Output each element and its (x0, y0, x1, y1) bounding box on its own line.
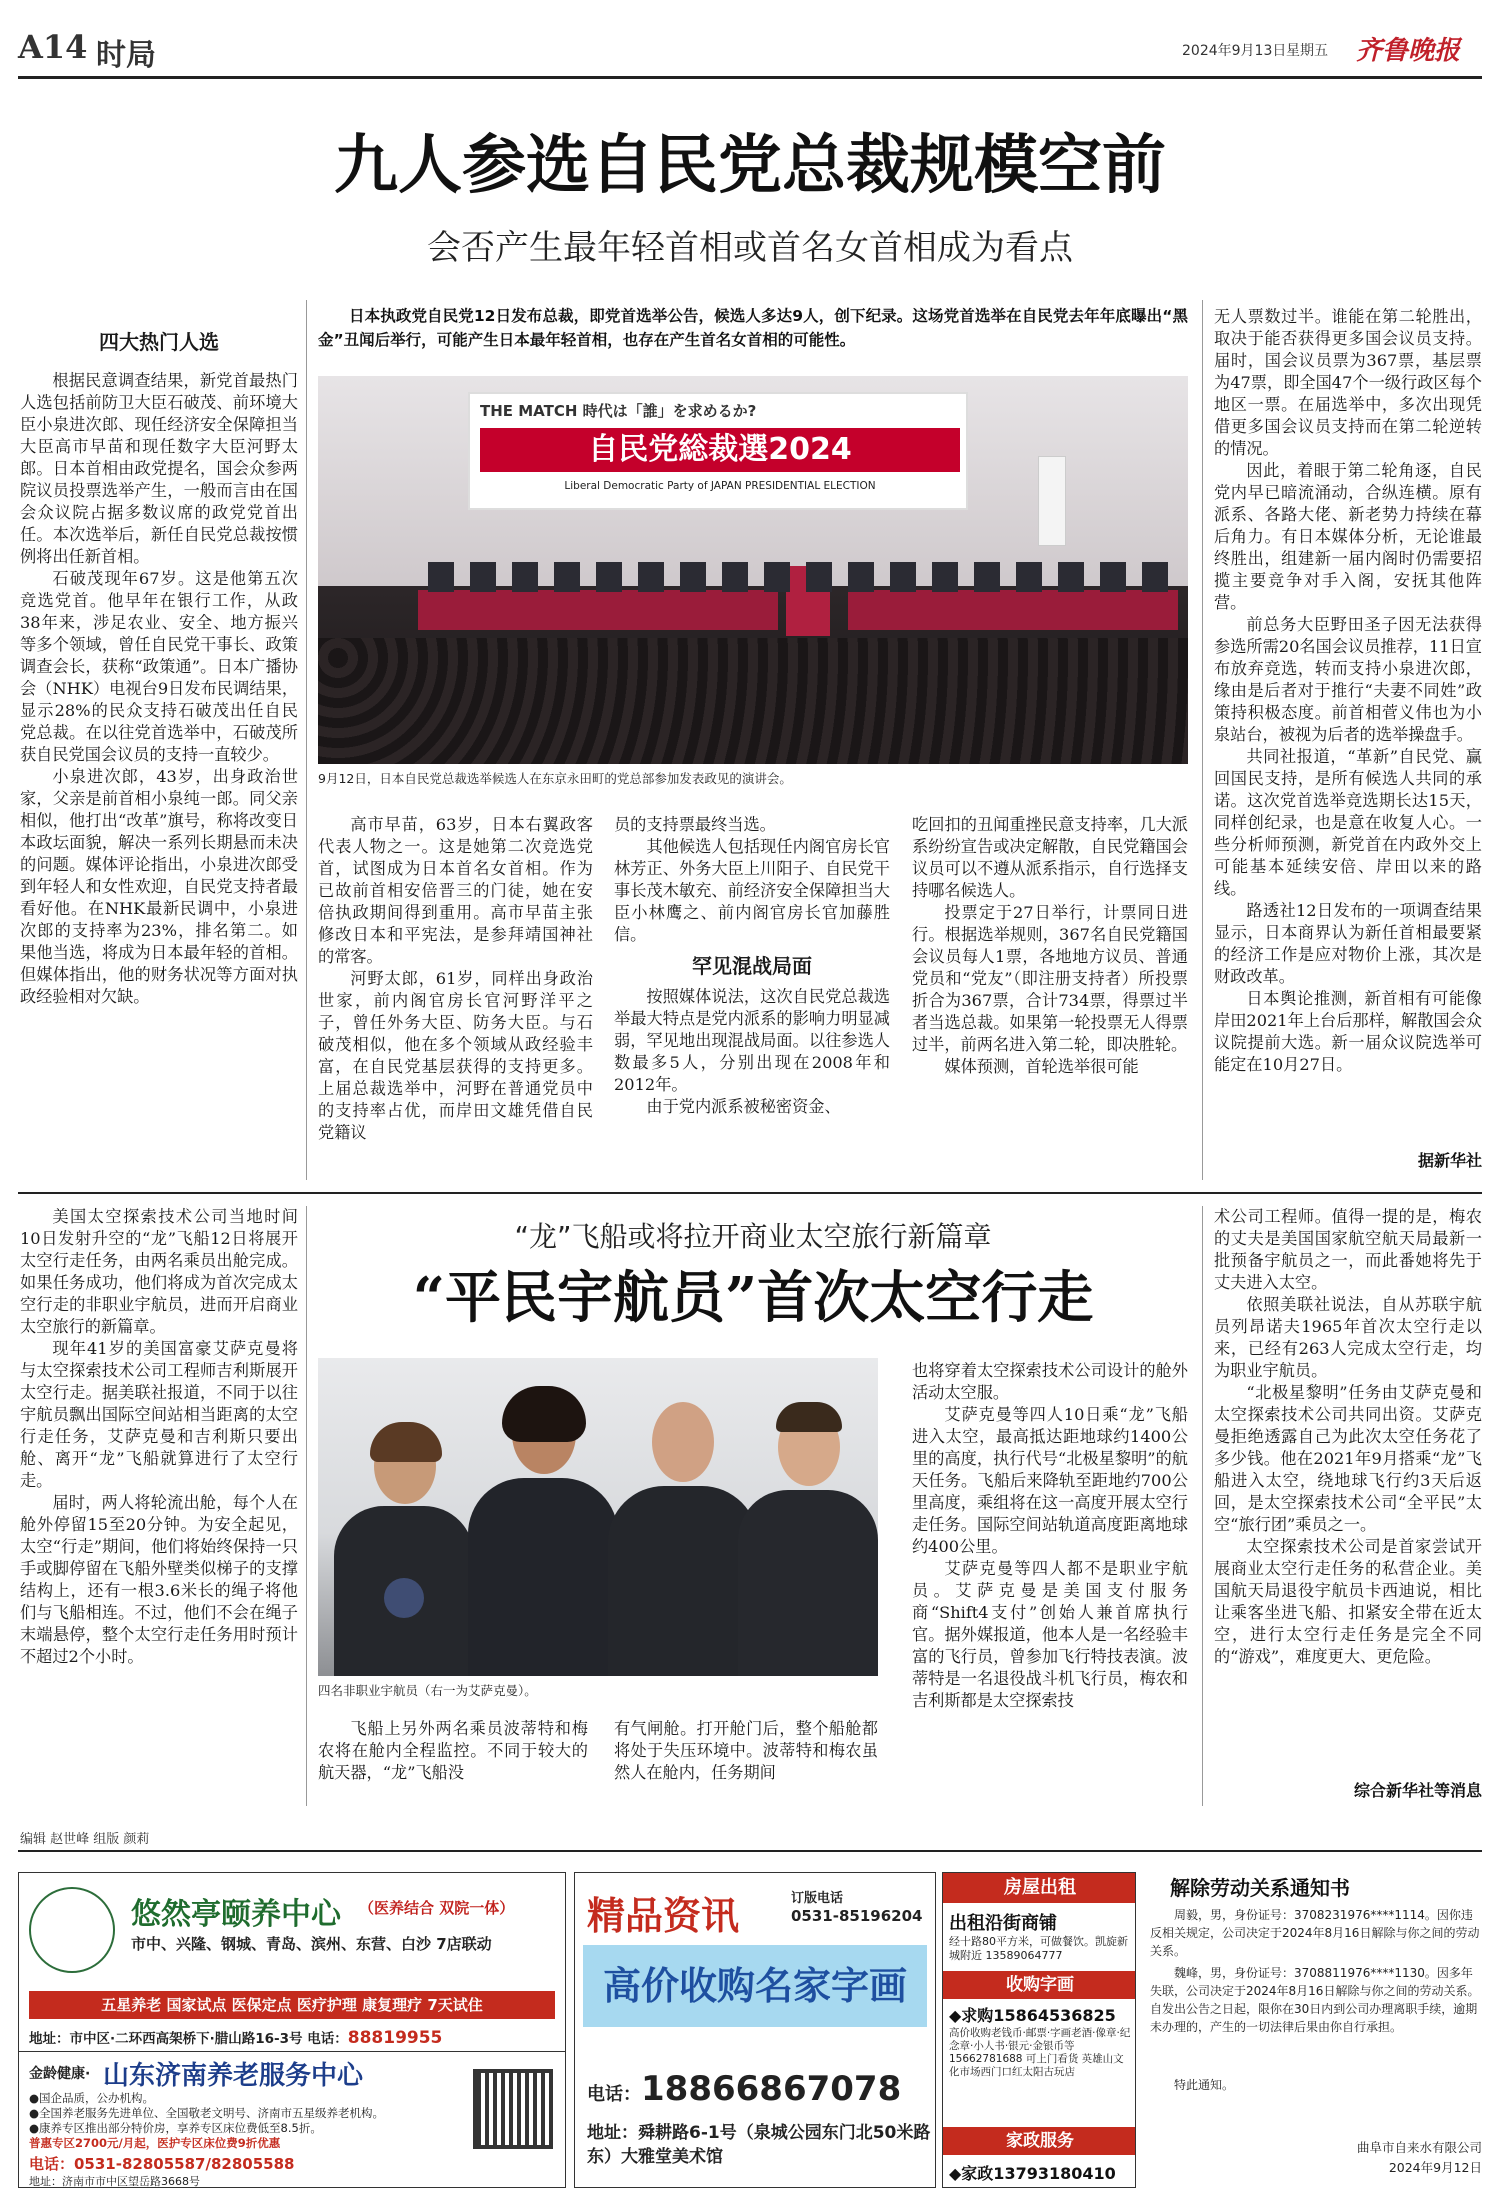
story-separator (18, 1192, 1482, 1194)
photo-caption-astronauts: 四名非职业宇航员（右一为艾萨克曼）。 (318, 1683, 537, 1698)
ad-b-tel: 18866867078 (641, 2069, 902, 2109)
paragraph: 路透社12日发布的一项调查结果显示，日本商界认为新任首相最要紧的经济工作是应对物价上涨，其次是财政改革。 (1214, 901, 1482, 986)
ad2-title: 山东济南养老服务中心 (103, 2061, 364, 2091)
paragraph: 吃回扣的丑闻重挫民意支持率，几大派系纷纷宣告或决定解散，自民党籍国会议员可以不遵从派系指示，自行选择支持哪名候选人。 (912, 815, 1188, 900)
astronaut-3 (608, 1402, 758, 1676)
ad1-divider (19, 2051, 566, 2052)
photo-caption-ldp: 9月12日，日本自民党总裁选举候选人在东京永田町的党总部参加发表政见的演讲会。 (318, 771, 792, 786)
ad2-line-1: ●国企品质，公办机构。 (29, 2091, 155, 2105)
paragraph: 媒体预测，首轮选举很可能 (944, 1057, 1139, 1076)
story1-lead: 日本执政党自民党12日发布总裁，即党首选举公告，候选人多达9人，创下纪录。这场党首选举在自民党去年年底曝出“黑金”丑闻后举行，可能产生日本最年轻首相，也存在产生首名女首相的可能性。 (318, 307, 1188, 349)
column-divider (306, 1206, 307, 1806)
story1-column-2 (318, 814, 593, 1174)
column-divider (1202, 1206, 1203, 1806)
paragraph: 根据民意调查结果，新党首最热门人选包括前防卫大臣石破茂、前环境大臣小泉进次郎、现任经济安全保障担当大臣高市早苗和现任数字大臣河野太郎。日本首相由政党提名，国会众参两院议员投票选举产生，一般而言由在国会众议院占据多数议席的政党党首出任。本次选举后，新任自民党总裁按惯例将出任新首相。 (20, 371, 298, 566)
story1-column-4 (912, 814, 1188, 1174)
news-photo-ldp-candidates (318, 376, 1188, 764)
astronaut-1 (334, 1428, 474, 1676)
ad-b-address (587, 2121, 931, 2169)
story2-byline: 综合新华社等消息 (1353, 1781, 1482, 1800)
flag-japan (1038, 456, 1066, 546)
ad-b-addr-label: 地址： (587, 2123, 638, 2143)
story2-column-1 (20, 1206, 298, 1802)
astronaut-4 (738, 1408, 878, 1676)
paragraph: 其他候选人包括现任内阁官房长官林芳正、外务大臣上川阳子、自民党干事长茂木敏充、前经济安全保障担当大臣小林鹰之、前内阁官房长官加藤胜信。 (614, 837, 890, 944)
section-heading-rare-melee: 罕见混战局面 (692, 954, 812, 978)
paragraph: 前总务大臣野田圣子因无法获得参选所需20名国会议员推荐，11日宣布放弃竞选，转而支持小泉进次郎，缘由是后者对于推行“夫妻不同姓”政策持积极态度。前首相菅义伟也为小泉站台，被视为后者的选举操盘手。 (1214, 615, 1482, 744)
paragraph: 由于党内派系被秘密资金、 (646, 1097, 841, 1116)
ad-b-hotline: 0531-85196204 (791, 1907, 923, 1925)
section-name: 时局 (96, 38, 156, 73)
paragraph: 有气闸舱。打开舱门后，整个船舱都将处于失压环境中。波蒂特和梅农虽然人在舱内，任务期间 (614, 1719, 878, 1782)
candidate-table-right (848, 590, 1178, 630)
paragraph: 共同社报道，“革新”自民党、赢回国民支持，是所有候选人共同的承诺。这次党首选举竞选期长达15天，同样创纪录，也是意在收复人心。一些分析师预测，新党首在内政外交上可能基本延续安倍、岸田以来的路线。 (1214, 747, 1482, 898)
page-number: A14 (18, 28, 88, 66)
ad-b-banner: 高价收购名家字画 (583, 1945, 927, 2027)
story2-column-4 (912, 1360, 1188, 1802)
story1-title: 九人参选自民党总裁规模空前 (334, 128, 1166, 203)
story1-column-3 (614, 814, 890, 1174)
paragraph: 届时，两人将轮流出舱，每个人在舱外停留15至20分钟。为安全起见，太空“行走”期间，他们将始终保持一只手或脚停留在飞船外壁类似梯子的支撑结构上，还有一根3.6米长的绳子将他们与飞船相连。不过，他们不会在绳子末端悬停，整个太空行走任务用时预计不超过2个小时。 (20, 1493, 298, 1666)
classified-header-calligraphy: 收购字画 (943, 1971, 1136, 1999)
ad2-address: 地址：济南市市中区望岳路3668号 (29, 2175, 200, 2188)
news-photo-astronauts (318, 1358, 878, 1676)
ad-b-tel-label: 电话： (587, 2084, 641, 2105)
header-rule (18, 76, 1482, 79)
classified-calligraphy-title: ◆求购15864536825 (949, 2006, 1116, 2025)
paragraph: 员的支持票最终当选。 (614, 815, 776, 834)
classified-header-housekeeping: 家政服务 (943, 2127, 1136, 2155)
paragraph: 艾萨克曼等四人都不是职业宇航员。艾萨克曼是美国支付服务商“Shift4支付”创始人兼首席执行官。据外媒报道，他本人是一名经验丰富的飞行员，曾参加飞行特技表演。波蒂特是一名退役战斗机飞行员，梅农和吉利斯都是太空探索技 (912, 1559, 1188, 1710)
ad-b-hotline-label: 订版电话 (791, 1891, 844, 1906)
paragraph: 太空探索技术公司是首家尝试开展商业太空行走任务的私营企业。美国航天局退役宇航员卡西迪说，相比让乘客坐进飞船、扣紧安全带在近太空，进行太空行走任务是完全不同的“游戏”，难度更大、更危险。 (1214, 1537, 1482, 1666)
paragraph: 依照美联社说法，自从苏联宇航员列昂诺夫1965年首次太空行走以来，已经有263人完成太空行走，均为职业宇航员。 (1214, 1295, 1482, 1380)
paragraph: 现年41岁的美国富豪艾萨克曼将与太空探索技术公司工程师吉利斯展开太空行走。据美联社报道，不同于以往宇航员飘出国际空间站相当距离的太空行走任务，艾萨克曼和吉利斯只要出舱、离开“龙”飞船就算进行了太空行走。 (20, 1339, 298, 1490)
ad1-bar: 五星养老 国家试点 医保定点 医疗护理 康复理疗 7天试住 (29, 1991, 555, 2019)
paragraph: “北极星黎明”任务由艾萨克曼和太空探索技术公司共同出资。艾萨克曼拒绝透露自己为此次太空任务花了多少钱。他在2021年9月搭乘“龙”飞船进入太空，绕地球飞行约3天后返回，是太空探索技术公司“全平民”太空“旅行团”乘员之一。 (1214, 1383, 1482, 1534)
astronaut-2 (468, 1394, 618, 1676)
paragraph: 日本舆论推测，新首相有可能像岸田2021年上台后那样，解散国会众议院提前大选。新一届众议院选举可能定在10月27日。 (1214, 989, 1482, 1074)
ad2-brand: 金龄健康· (29, 2066, 91, 2082)
ad-classifieds (942, 1872, 1136, 2188)
paragraph: 石破茂现年67岁。这是他第五次竞选党首。他早年在银行工作，从政38年来，涉足农业、安全、地方振兴等多个领域，曾任自民党干事长、政策调查会长，获称“政策通”。日本广播协会（NHK）电视台9日发布民调结果，显示28%的民众支持石破茂出任自民党总裁。在以往党首选举中，石破茂所获自民党国会议员的支持一直较少。 (20, 569, 298, 764)
banner-panel (468, 392, 968, 510)
column-divider (306, 300, 307, 1180)
notice-signature: 曲阜市自来水有限公司 (1356, 2140, 1482, 2155)
ad2-tel: 电话：0531-82805587/82805588 (29, 2155, 295, 2173)
story1-subtitle: 会否产生最年轻首相或首名女首相成为看点 (427, 228, 1073, 268)
story1-column-1 (20, 322, 298, 1172)
notice-labor-termination (1150, 1872, 1482, 2188)
audience-crowd (318, 638, 1188, 764)
issue-weekday: 星期五 (1286, 43, 1328, 59)
classified-calligraphy-detail: 高价收购老钱币·邮票·字画老酒·像章·纪念章·小人书·银元·金银币等15662781688 可上门看货 英雄山文化市场西门口红太阳古玩店 (949, 2027, 1131, 2078)
qr-code (473, 2069, 553, 2149)
ad-b-phone (587, 2069, 901, 2109)
banner-main-text: 自民党総裁選2024 (480, 428, 960, 472)
classified-header-rent: 房屋出租 (943, 1873, 1136, 1903)
notice-paragraph-1: 周毅，男，身份证号：370823197​6****1114。因你违反相关规定，公司决定于2024年8月16日解除与你之间的劳动关系。 (1150, 1908, 1480, 1958)
paragraph: 投票定于27日举行，计票同日进行。根据选举规则，367名自民党籍国会议员每人1票，各地地方议员、普通党员和“党友”（即注册支持者）所投票折合为367票，合计734票，得票过半者当选总裁。如果第一轮投票无人得票过半，前两名进入第二轮，即决胜轮。 (912, 903, 1188, 1054)
page-header (18, 28, 1482, 73)
ad-calligraphy-buying (574, 1872, 936, 2188)
story2-title: “平民宇航员”首次太空行走 (412, 1265, 1094, 1331)
story1-byline: 据新华社 (1417, 1151, 1482, 1170)
ad-b-addr: 舜耕路6-1号（泉城公园东门北50米路东）大雅堂美术馆 (587, 2123, 931, 2167)
paragraph: 高市早苗，63岁，日本右翼政客代表人物之一。这是她第二次竞选党首，试图成为日本首名女首相。作为已故前首相安倍晋三的门徒，她在安倍执政期间得到重用。高市早苗主张修改日本和平宪法，是参拜靖国神社的常客。 (318, 815, 593, 966)
notice-paragraph-3: 特此通知。 (1174, 2078, 1235, 2092)
notice-paragraph-2: 魏峰，男，身份证号：3708811976****1130。因多年失联，公司决定于2024年8月16日解除与你之间的劳动关系。自发出公告之日起，限你在30日内到公司办理离职手续，逾期未办理的，产生的一切法律后果由你自行承担。 (1150, 1966, 1480, 2034)
ad-b-title: 精品资讯 (587, 1893, 740, 1938)
ad2-line-2: ●全国养老服务先进单位、全国敬老文明号、济南市五星级养老机构。 (29, 2106, 385, 2120)
story2-column-3 (614, 1718, 878, 1802)
story2-kicker: “龙”飞船或将拉开商业太空旅行新篇章 (514, 1220, 992, 1253)
story2-column-5 (1214, 1206, 1482, 1778)
ad1-title: 悠然亭颐养中心 (131, 1897, 341, 1932)
issue-date: 2024年9月13日 (1182, 43, 1287, 59)
paragraph: 小泉进次郎，43岁，出身政治世家，父亲是前首相小泉纯一郎。同父亲相似，他打出“改革”旗号，称将改变日本政坛面貌，解决一系列长期悬而未决的问题。媒体评论指出，小泉进次郎受到年轻人和女性欢迎，自民党支持者最看好他。在NHK最新民调中，小泉进次郎的支持率为23%，排名第二。如果他当选，将成为日本最年轻的首相。但媒体指出，他的财务状况等方面对执政经验相对欠缺。 (20, 767, 298, 1006)
ad1-address (29, 2027, 442, 2048)
story1-column-5 (1214, 306, 1482, 1150)
ad-youranting-nursing (18, 1872, 566, 2188)
paragraph: 艾萨克曼等四人10日乘“龙”飞船进入太空，最高抵达距地球约1400公里的高度，执行代号“北极星黎明”的航天任务。飞船后来降轨至距地约700公里高度，乘组将在这一高度开展太空行走任务。国际空间站轨道高度距离地球约400公里。 (912, 1405, 1188, 1556)
paragraph: 美国太空探索技术公司当地时间10日发射升空的“龙”飞船12日将展开太空行走任务，由两名乘员出舱完成。如果任务成功，他们将成为首次完成太空行走的非职业宇航员，进而开启商业太空旅行的新篇章。 (20, 1207, 298, 1336)
candidate-table-left (418, 590, 778, 630)
classified-rent-detail: 经十路80平方米，可做餐饮。凯旋新城附近 13589064777 (949, 1935, 1128, 1962)
paragraph: 也将穿着太空探索技术公司设计的舱外活动太空服。 (912, 1361, 1188, 1402)
paragraph: 因此，着眼于第二轮角逐，自民党内早已暗流涌动，合纵连横。原有派系、各路大佬、新老势力持续在幕后角力。有日本媒体分析，无论谁最终胜出，组建新一届内阁时仍需要招揽主要竞争对手入阁，安抚其他阵营。 (1214, 461, 1482, 612)
editor-credits: 编辑 赵世峰 组版 颜莉 (20, 1832, 150, 1847)
notice-title: 解除劳动关系通知书 (1170, 1876, 1350, 1900)
ad1-phone: 88819955 (347, 2028, 443, 2048)
paragraph: 术公司工程师。值得一提的是，梅农的丈夫是美国国家航空航天局最新一批预备宇航员之一，而此番她将先于丈夫进入太空。 (1214, 1207, 1482, 1292)
classified-housekeeping-title: ◆家政13793180410 (949, 2164, 1116, 2183)
column-divider (1202, 300, 1203, 1180)
nursing-logo (29, 1887, 115, 1973)
notice-date: 2024年9月12日 (1388, 2160, 1482, 2175)
banner-top-text: THE MATCH 時代は「誰」を求めるか? (480, 402, 757, 420)
paragraph: 按照媒体说法，这次自民党总裁选举最大特点是党内派系的影响力明显减弱，罕见地出现混战局面。以往参选人数最多5人，分别出现在2008年和2012年。 (614, 987, 890, 1094)
candidates-row (428, 562, 1168, 592)
paragraph: 飞船上另外两名乘员波蒂特和梅农将在舱内全程监控。不同于较大的航天器，“龙”飞船没 (318, 1719, 588, 1782)
ad2-line-3: ●康养专区推出部分特价房，享养专区床位费低至8.5折。 (29, 2121, 322, 2135)
ad2-line-4: 普惠专区2700元/月起，医护专区床位费9折优惠 (29, 2136, 281, 2150)
banner-english-text: Liberal Democratic Party of JAPAN PRESIDENTIAL ELECTION (564, 480, 876, 492)
classified-rent-title: 出租沿街商铺 (949, 1913, 1057, 1934)
ads-separator (18, 1850, 1482, 1852)
ad1-address-text: 地址：市中区·二环西高架桥下·腊山路16-3号 电话： (29, 2031, 348, 2047)
newspaper-logo: 齐鲁晚报 (1356, 36, 1461, 66)
story2-column-2 (318, 1718, 588, 1802)
ad1-subtitle: 市中、兴隆、钢城、青岛、滨州、东营、白沙 7店联动 (131, 1935, 492, 1953)
paragraph: 无人票数过半。谁能在第二轮胜出，取决于能否获得更多国会议员支持。届时，国会议员票为367票，基层票为47票，即全国47个一级行政区每个地区一票。在届选举中，多次出现凭借更多国会议员支持而在第二轮逆转的情况。 (1214, 307, 1482, 458)
paragraph: 河野太郎，61岁，同样出身政治世家，前内阁官房长官河野洋平之子，曾任外务大臣、防务大臣。与石破茂相似，他在多个领域从政经验丰富，在自民党基层获得的支持更多。上届总裁选举中，河野在普通党员中的支持率占优，而岸田文雄凭借自民党籍议 (318, 969, 593, 1142)
section-heading-top-candidates: 四大热门人选 (99, 330, 219, 354)
ad1-tag: （医养结合 双院一体） (359, 1899, 515, 1917)
